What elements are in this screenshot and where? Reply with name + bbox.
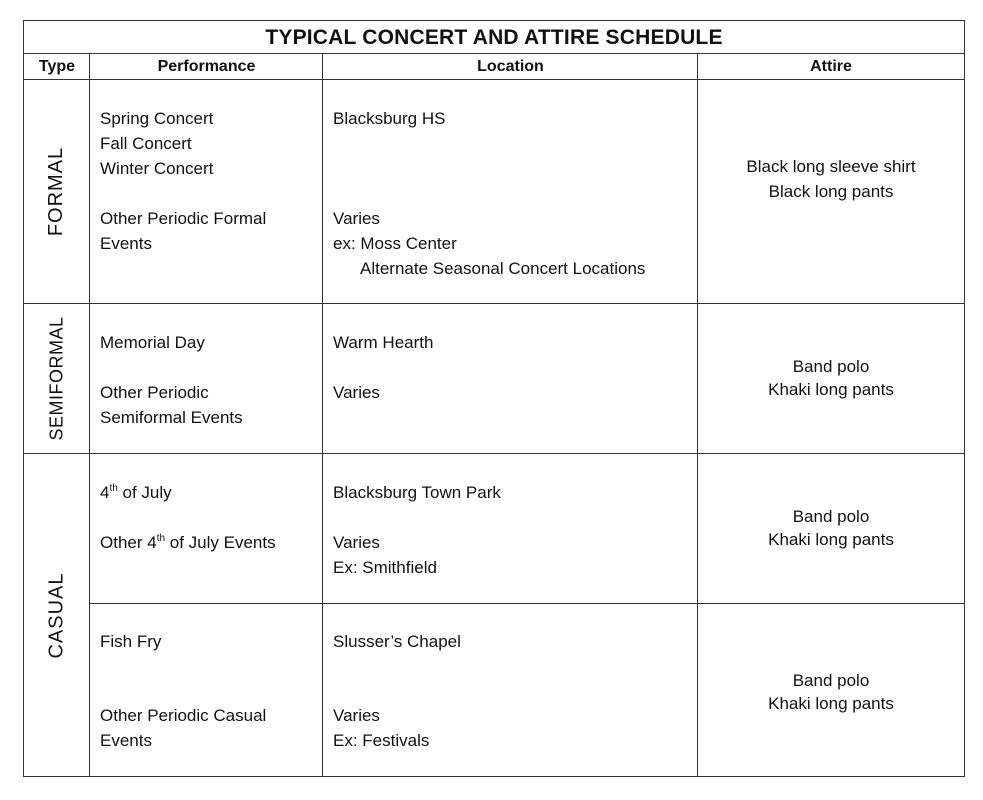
table-title: TYPICAL CONCERT AND ATTIRE SCHEDULE [265,25,723,49]
performance-column-divider [322,54,323,777]
location-line: Varies [333,209,380,228]
semiformal-divider [24,453,964,454]
performance-line: Fish Fry [100,632,162,651]
attire-line: Khaki long pants [768,694,894,713]
attire-line: Black long sleeve shirt [746,157,916,176]
casual-performance-1 [100,480,276,555]
location-line: Blacksburg Town Park [333,483,501,502]
casual-location-1 [333,480,501,580]
performance-line: Semiformal Events [100,408,243,427]
location-line: Alternate Seasonal Concert Locations [360,259,646,278]
performance-line: Other 4th of July Events [100,533,276,552]
location-line: Blacksburg HS [333,109,446,128]
type-casual-label: CASUAL [45,572,68,659]
header-location: Location [477,57,544,75]
type-formal [24,80,90,303]
attire-line: Band polo [792,671,870,690]
type-semiformal-label: SEMIFORMAL [46,316,67,441]
formal-performance [100,106,266,256]
performance-line: Other Periodic Casual [100,706,267,725]
performance-line: Memorial Day [100,333,205,352]
location-line: Varies [333,706,380,725]
location-line: Ex: Smithfield [333,558,437,577]
performance-line: Events [100,234,152,253]
performance-line: Winter Concert [100,159,214,178]
location-line: Ex: Festivals [333,731,430,750]
header-type: Type [38,57,76,75]
type-semiformal [24,304,90,453]
formal-divider [24,303,964,304]
header-attire: Attire [810,57,852,75]
attire-line: Band polo [792,507,870,526]
semiformal-performance [100,330,243,430]
attire-line: Band polo [792,357,870,376]
schedule-table [23,20,965,777]
header-performance: Performance [157,57,256,75]
type-formal-label: FORMAL [45,146,68,237]
formal-attire [698,154,964,204]
header-divider [24,79,964,80]
formal-location [333,106,645,281]
casual-performance-2 [100,629,266,753]
attire-line: Khaki long pants [768,530,894,549]
performance-line: Fall Concert [100,134,192,153]
casual-attire-2 [698,669,964,715]
performance-line: Events [100,731,152,750]
performance-line: Other Periodic [100,383,209,402]
semiformal-location [333,330,433,405]
attire-line: Khaki long pants [768,380,894,399]
location-line: Varies [333,383,380,402]
location-line: Varies [333,533,380,552]
location-line: Slusser’s Chapel [333,632,461,651]
type-casual [24,454,90,777]
casual-attire-1 [698,505,964,551]
attire-line: Black long pants [768,182,894,201]
performance-line: 4th of July [100,483,172,502]
location-line: ex: Moss Center [333,234,457,253]
location-line: Warm Hearth [333,333,434,352]
semiformal-attire [698,355,964,401]
casual-location-2 [333,629,461,753]
casual-row-divider [90,603,964,604]
performance-line: Spring Concert [100,109,214,128]
performance-line: Other Periodic Formal [100,209,267,228]
